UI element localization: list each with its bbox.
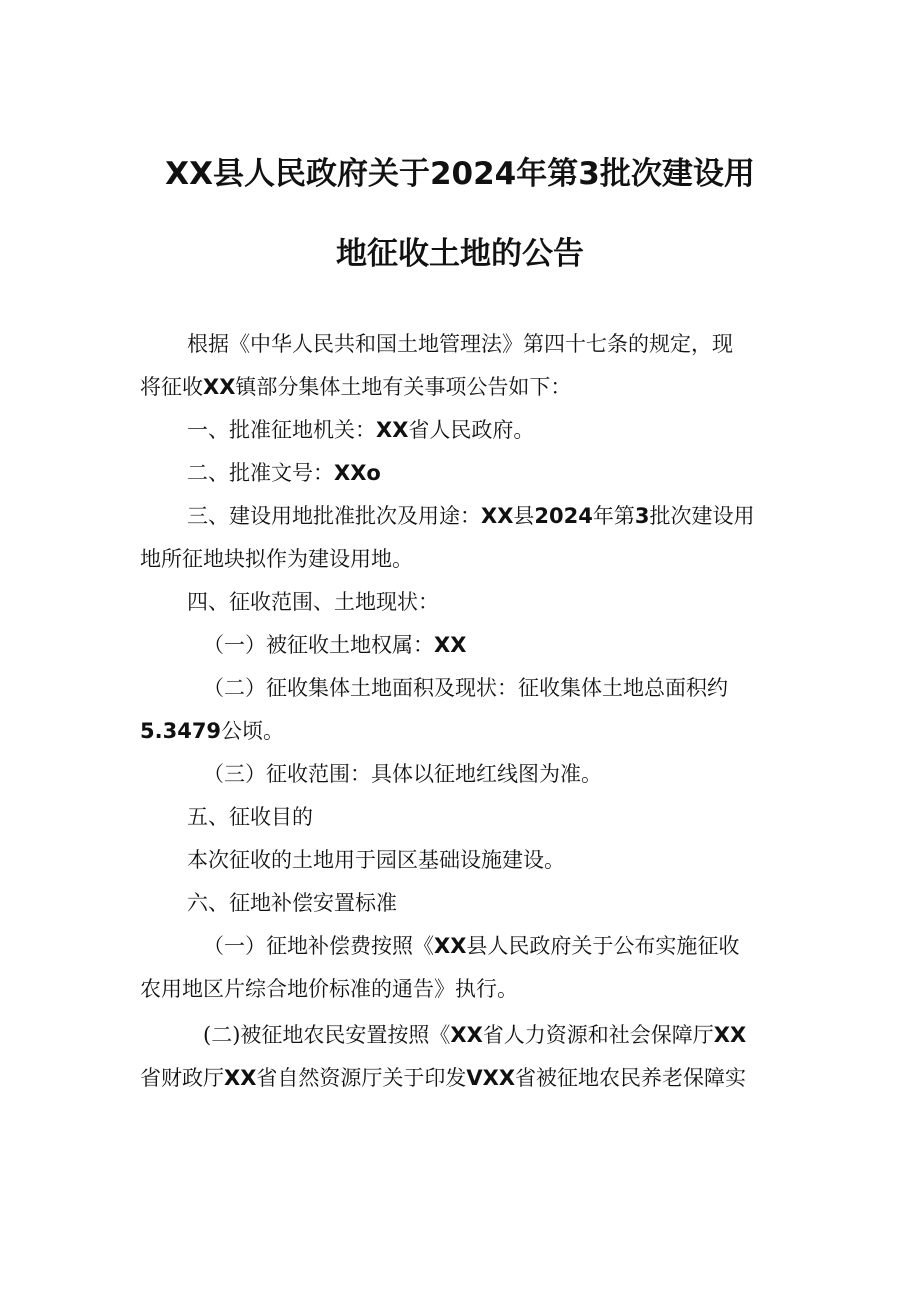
section-3-batch-and-use-line-1 [187, 502, 754, 530]
text: 六、征地补偿安置标准 [187, 891, 397, 915]
section-1-approval-authority [187, 416, 534, 444]
placeholder-text: XX [434, 633, 467, 657]
text: 五、征收目的 [187, 805, 313, 829]
text: 镇部分集体土地有关事项公告如下： [235, 375, 572, 399]
placeholder-text: XX [713, 1023, 747, 1047]
section-6-2-line-2 [140, 1064, 746, 1092]
placeholder-text: XX [224, 1066, 257, 1090]
text: 省自然资源厅关于印发 [256, 1066, 467, 1090]
text: 一、批准征地机关： [187, 418, 376, 442]
text: 省人力资源和社会保障厅 [482, 1023, 714, 1047]
section-5-text [187, 846, 565, 874]
section-2-approval-number [187, 459, 381, 487]
placeholder-text: XX [376, 418, 409, 442]
section-4-1-land-ownership [203, 631, 466, 659]
section-4-2-area-line-2 [140, 717, 284, 745]
placeholder-text: XX [450, 1023, 483, 1047]
text: 四、征收范围、土地现状： [187, 590, 439, 614]
area-value: 5.3479 [140, 719, 222, 743]
placeholder-text: XX [481, 504, 514, 528]
text: 批次建设用 [649, 504, 755, 528]
text: 省财政厅 [140, 1066, 224, 1090]
text: 县人民政府关于公布实施征收 [466, 934, 740, 958]
title-line-2: 地征收土地的公告 [336, 236, 584, 272]
section-4-2-area-line-1 [203, 674, 728, 702]
placeholder-text: XXo [334, 461, 381, 485]
text: 年第 [592, 504, 635, 528]
text: 县 [513, 504, 535, 528]
text: 地所征地块拟作为建设用地。 [140, 547, 413, 571]
placeholder-text: XX [203, 375, 236, 399]
paragraph-intro-line-2 [140, 373, 571, 401]
section-6-heading [187, 889, 397, 917]
section-6-1-line-2 [140, 975, 518, 1003]
title-line-1: XX县人民政府关于2024年第3批次建设用 [165, 156, 755, 192]
section-3-batch-and-use-line-2 [140, 545, 413, 573]
paragraph-intro-line-1 [187, 330, 733, 358]
text: 将征收 [140, 375, 203, 399]
section-6-2-line-1 [203, 1021, 746, 1049]
placeholder-text: XX [434, 934, 467, 958]
text: （一）征地补偿费按照《 [203, 934, 434, 958]
section-6-1-line-1 [203, 932, 739, 960]
year-text: 2024 [534, 504, 593, 528]
text: 二、批准文号： [187, 461, 334, 485]
text: 根据《中华人民共和国土地管理法》第四十七条的规定，现 [187, 332, 733, 356]
placeholder-text: VXX [466, 1066, 516, 1090]
section-5-heading [187, 803, 313, 831]
batch-number: 3 [634, 504, 650, 528]
section-4-heading [187, 588, 439, 616]
text: 公顷。 [221, 719, 285, 743]
text: (二)被征地农民安置按照《 [203, 1023, 451, 1047]
text: （二）征收集体土地面积及现状：征收集体土地总面积约 [203, 676, 728, 700]
section-4-3-scope [203, 760, 602, 788]
text: （三）征收范围：具体以征地红线图为准。 [203, 762, 602, 786]
text: 本次征收的土地用于园区基础设施建设。 [187, 848, 565, 872]
text: 省被征地农民养老保障实 [515, 1066, 747, 1090]
text: 农用地区片综合地价标准的通告》执行。 [140, 977, 518, 1001]
text: 三、建设用地批准批次及用途： [187, 504, 481, 528]
text: （一）被征收土地权属： [203, 633, 434, 657]
text: 省人民政府。 [408, 418, 535, 442]
